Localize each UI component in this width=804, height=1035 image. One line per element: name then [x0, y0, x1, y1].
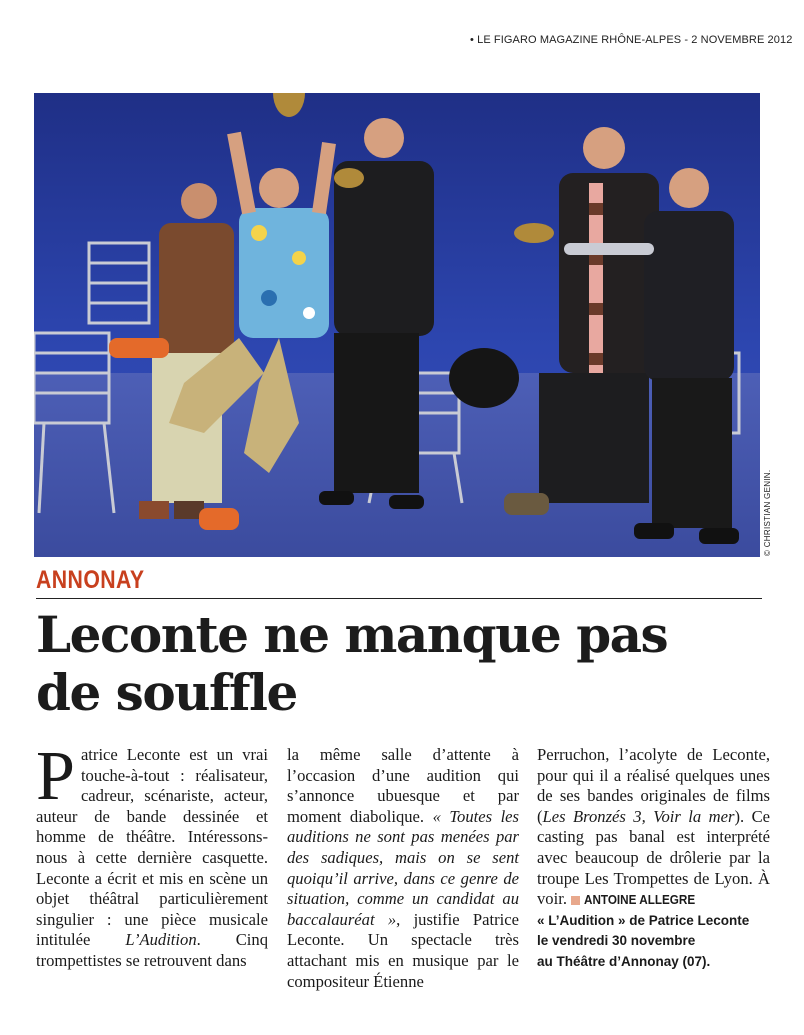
author-signature: ANTOINE ALLEGRE: [584, 892, 696, 908]
info-line-2: le vendredi 30 novembre: [537, 933, 696, 949]
publication-header: • LE FIGARO MAGAZINE RHÔNE-ALPES - 2 NOVEMBRE 2012: [470, 34, 793, 46]
col1-text-2: . Cinq trompettistes se retrouvent dans: [36, 930, 268, 970]
article-column-3: [537, 745, 770, 973]
section-divider: [36, 598, 762, 599]
col2-text-2: , justifie Patrice Leconte. Un spectacle très attachant mis en musique par le compositeur Étienne: [287, 909, 519, 991]
col2-text-1: la même salle d’attente à l’occasion d’une audition qui s’annonce ubuesque et par moment diabolique.: [287, 745, 519, 826]
article-column-2: [287, 745, 519, 992]
film-titles: Les Bronzés 3, Voir la mer: [542, 806, 735, 826]
section-label: ANNONAY: [36, 566, 145, 594]
col1-text-1: atrice Leconte est un vrai touche-à-tout : réalisateur, cadreur, scénariste, acteur, auteur de bande dessinée et homme de théâtre. Intéressons-nous à cette dernière casquette. Leconte a écrit et mis en scène un objet théâtral particulièrement singulier : une pièce musicale intitulée: [36, 745, 268, 950]
signature-square-icon: [571, 896, 580, 905]
headline: [36, 606, 776, 722]
col3-text-1: Perruchon, l’acolyte de Leconte, pour qui il a réalisé quelques unes de ses bandes originales de films (: [537, 745, 770, 826]
info-line-1: « L’Audition » de Patrice Leconte: [537, 912, 750, 928]
play-title: L’Audition: [125, 930, 197, 950]
info-line-3: au Théâtre d’Annonay (07).: [537, 953, 711, 969]
col3-text-2: ). Ce casting pas banal est interprété avec beaucoup de drôlerie par la troupe Les Trompettes de Lyon. À voir.: [537, 806, 770, 909]
leconte-quote: « Toutes les auditions ne sont pas menées par des sadiques, mais on se sent quoiqu’il arrive, dans ce genre de situation, comme un candidat au baccalauréat »: [287, 806, 520, 929]
headline-line-1: Leconte ne manque pas: [36, 605, 668, 664]
article-column-1: [36, 738, 268, 972]
photo-credit: © CHRISTIAN GENIN.: [763, 469, 772, 556]
drop-cap: P: [36, 738, 75, 815]
headline-line-2: de souffle: [36, 663, 297, 722]
stage-photo: [34, 93, 760, 557]
